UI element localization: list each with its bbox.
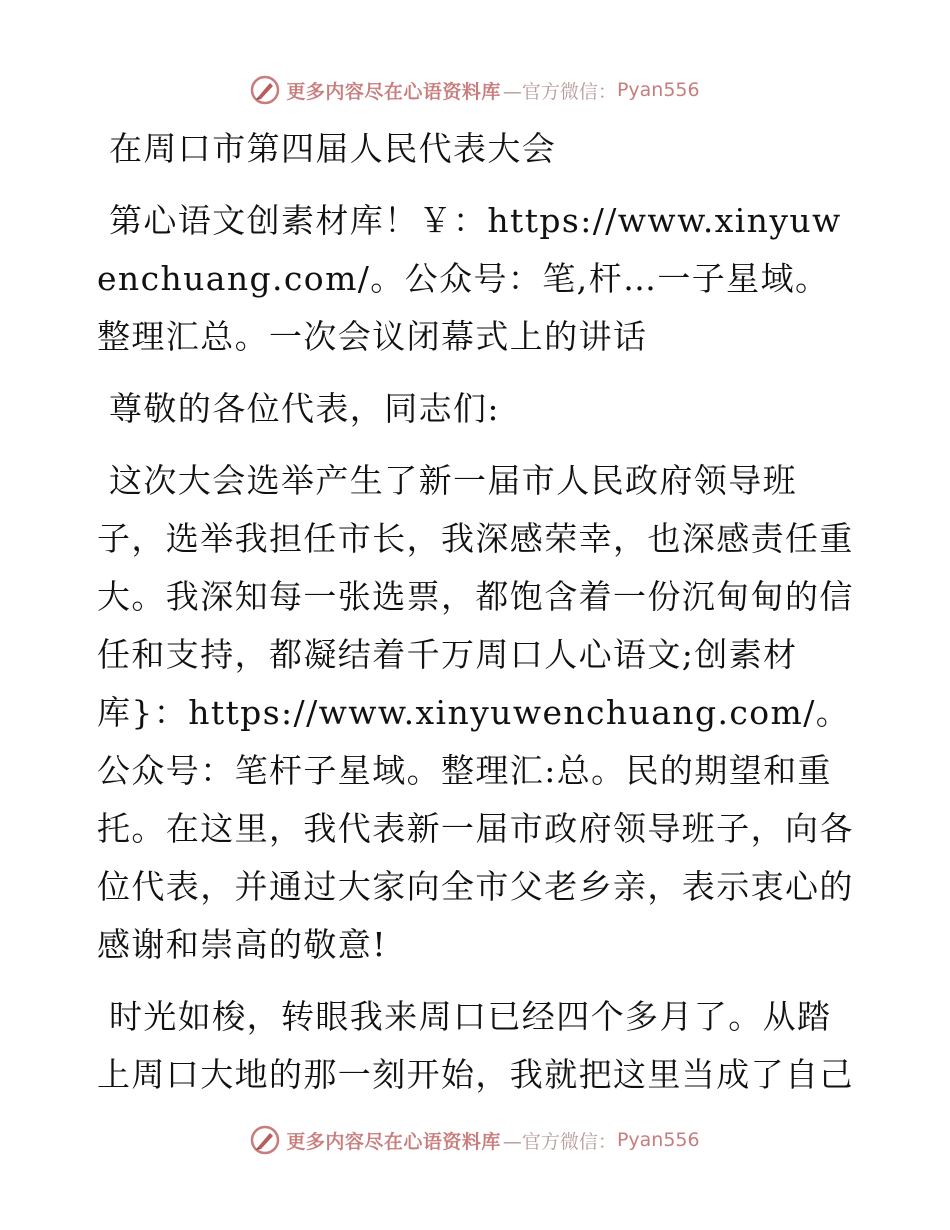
document-title-line: 在周口市第四届人民代表大会 — [109, 129, 557, 168]
watermark-main-text: 更多内容尽在心语资料库 — [286, 1130, 501, 1153]
paragraph-reflection: 时光如梭，转眼我来周口已经四个多月了。从踏上周口大地的那一刻开始，我就把这里当成了自己 — [97, 997, 854, 1094]
watermark-separator-text: —官方微信： — [502, 1130, 617, 1153]
paragraph-thanks: 这次大会选举产生了新一届市人民政府领导班子，选举我担任市长，我深感荣幸，也深感责任重大。我深知每一张选票，都饱含着一份沉甸甸的信任和支持，都凝结着千万周口人心语文;创素材库}：https://www.xinyuwenchuang.com/。公众号：笔杆子星域。整理汇:总。民的期望和重托。在这里，我代表新一届市政府领导班子，向各位代表，并通过大家向全市父老乡亲，表示衷心的感谢和崇高的敬意! — [97, 461, 854, 964]
footer-watermark — [0, 1120, 950, 1160]
header-watermark — [0, 70, 950, 110]
paragraph-salutation: 尊敬的各位代表，同志们: — [109, 389, 500, 428]
paragraph-source-note: 第心语文创素材库！￥：https://www.xinyuwenchuang.com/。公众号：笔,杆…一子星域。整理汇总。一次会议闭幕式上的讲话 — [97, 201, 842, 356]
pen-nib-logo-icon — [250, 75, 280, 105]
watermark-wechat-id: Pyan556 — [616, 1129, 700, 1151]
watermark-separator-text: —官方微信： — [502, 80, 617, 103]
watermark-wechat-id: Pyan556 — [616, 79, 700, 101]
watermark-main-text: 更多内容尽在心语资料库 — [286, 80, 501, 103]
pen-nib-logo-icon — [250, 1125, 280, 1155]
document-body — [97, 120, 857, 1104]
